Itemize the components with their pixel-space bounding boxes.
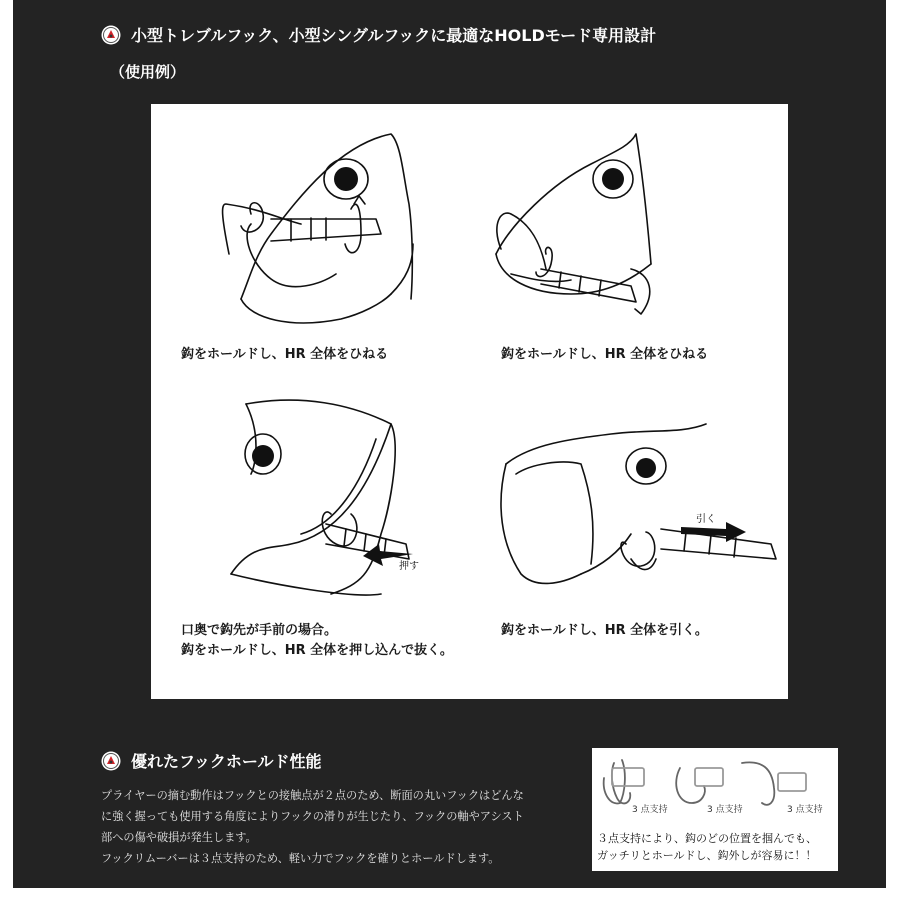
body-line: フックリムーバーは３点支持のため、軽い力でフックを確りとホールドします。	[101, 852, 500, 865]
caption-top-right: 鈎をホールドし、HR 全体をひねる	[501, 347, 709, 362]
caption-top-left: 鈎をホールドし、HR 全体をひねる	[181, 347, 389, 362]
support-text	[597, 830, 817, 864]
section-heading-hold-mode	[101, 23, 656, 46]
pull-label: 引く	[696, 514, 716, 525]
section-heading-text: 小型トレブルフック、小型シングルフックに最適なHOLDモード専用設計	[131, 26, 657, 45]
usage-illustration	[151, 104, 788, 699]
support-label-3: 3 点支持	[787, 805, 823, 815]
support-label-1: 3 点支持	[632, 805, 668, 815]
caption-bottom-left-line1: 口奥で鈎先が手前の場合。	[181, 623, 338, 638]
support-text-line: ガッチリとホールドし、鈎外しが容易に！！	[597, 849, 817, 862]
brand-logo-icon	[101, 751, 121, 771]
body-line: に強く握っても使用する角度によりフックの滑りが生じたり、フックの軸やアシスト	[101, 810, 524, 823]
usage-illustration-drawing	[151, 104, 788, 699]
push-label: 押す	[399, 561, 419, 572]
section-heading-hook-hold	[101, 749, 322, 772]
caption-bottom-left-line2: 鈎をホールドし、HR 全体を押し込んで抜く。	[181, 643, 453, 658]
hook-hold-description	[101, 785, 581, 869]
section-heading-text: 優れたフックホールド性能	[131, 752, 322, 771]
usage-example-label: （使用例）	[110, 63, 186, 81]
three-point-support-image	[592, 748, 838, 871]
support-text-line: ３点支持により、鈎のどの位置を掴んでも、	[597, 832, 817, 845]
brand-logo-icon	[101, 25, 121, 45]
caption-bottom-right: 鈎をホールドし、HR 全体を引く。	[501, 623, 708, 638]
body-line: プライヤーの摘む動作はフックとの接触点が２点のため、断面の丸いフックはどんな	[101, 789, 524, 802]
hook-diagram	[592, 748, 838, 828]
support-label-2: 3 点支持	[707, 805, 743, 815]
body-line: 部への傷や破損が発生します。	[101, 831, 257, 844]
